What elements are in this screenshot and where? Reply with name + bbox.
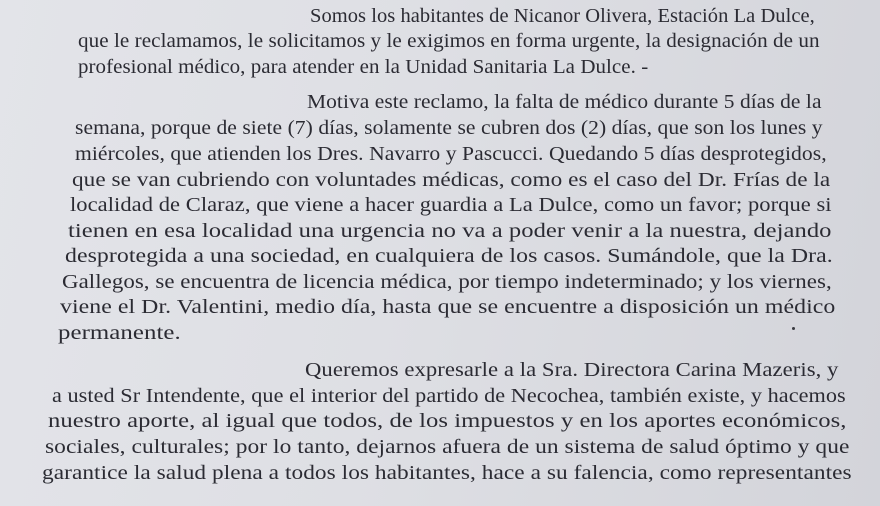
text-line: localidad de Claraz, que viene a hacer guardia a La Dulce, como un favor; porque si bbox=[70, 194, 832, 216]
text-line: que se van cubriendo con voluntades médicas, como es el caso del Dr. Frías de la bbox=[72, 169, 831, 191]
text-line: desprotegida a una sociedad, en cualquiera de los casos. Sumándole, que la Dra. bbox=[65, 245, 833, 267]
text-line: que le reclamamos, le solicitamos y le exigimos en forma urgente, la designación de un bbox=[78, 30, 820, 52]
text-line: garantice la salud plena a todos los habitantes, hace a su falencia, como representantes bbox=[42, 462, 852, 484]
text-line: miércoles, que atienden los Dres. Navarro y Pascucci. Quedando 5 días desprotegidos, bbox=[75, 143, 827, 165]
text-line: nuestro aporte, al igual que todos, de los impuestos y en los aportes económicos, bbox=[48, 410, 847, 432]
text-line: tienen en esa localidad una urgencia no va a poder venir a la nuestra, dejando bbox=[68, 220, 832, 242]
text-line: Somos los habitantes de Nicanor Olivera, Estación La Dulce, bbox=[310, 5, 815, 27]
text-line: viene el Dr. Valentini, medio día, hasta que se encuentre a disposición un médico bbox=[60, 296, 836, 318]
text-line: profesional médico, para atender en la Unidad Sanitaria La Dulce. - bbox=[78, 56, 649, 78]
text-line: Queremos expresarle a la Sra. Directora Carina Mazeris, y bbox=[305, 359, 839, 381]
text-line: semana, porque de siete (7) días, solamente se cubren dos (2) días, que son los lunes y bbox=[75, 117, 823, 139]
ink-dot bbox=[792, 327, 795, 330]
text-line: permanente. bbox=[58, 322, 181, 344]
text-line: sociales, culturales; por lo tanto, dejarnos afuera de un sistema de salud óptimo y que bbox=[45, 436, 850, 458]
text-line: Gallegos, se encuentra de licencia médica, por tiempo indeterminado; y los viernes, bbox=[62, 271, 832, 293]
text-line: Motiva este reclamo, la falta de médico durante 5 días de la bbox=[307, 91, 822, 113]
text-line: a usted Sr Intendente, que el interior del partido de Necochea, también existe, y hacemos bbox=[52, 385, 846, 407]
